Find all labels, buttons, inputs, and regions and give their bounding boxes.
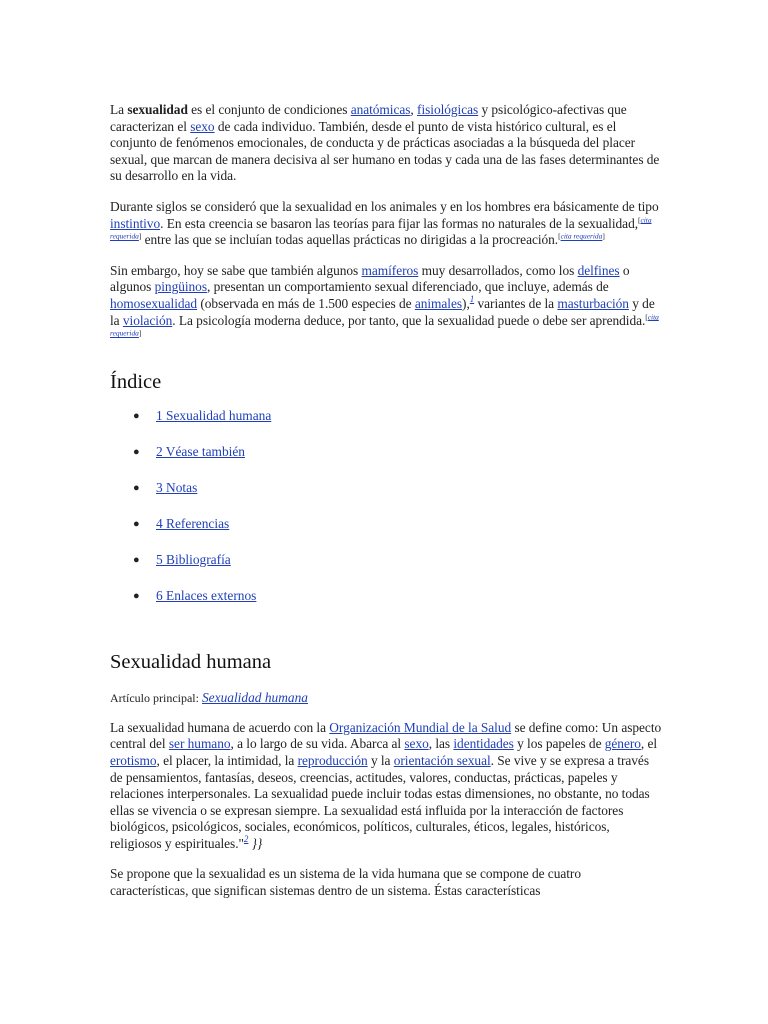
- intro-paragraph-3: [110, 263, 662, 346]
- text: ),: [462, 295, 470, 311]
- text: entre las que se incluían todas aquellas prácticas no dirigidas a la procreación.: [141, 232, 559, 248]
- link-erotismo[interactable]: erotismo: [110, 752, 157, 768]
- main-article-note: [110, 690, 662, 706]
- link-ser-humano[interactable]: ser humano: [168, 736, 231, 752]
- toc-link[interactable]: 6 Enlaces externos: [156, 587, 257, 603]
- section-paragraph-2: Se propone que la sexualidad es un sistema de la vida humana que se compone de cuatro características, que significan sistemas dentro de un sistema. Éstas características: [110, 866, 581, 899]
- text: , a lo largo de su vida. Abarca al: [230, 736, 405, 752]
- text: o algunos: [110, 262, 630, 295]
- section-title: Sexualidad humana: [110, 650, 272, 673]
- intro-paragraph-2: [110, 199, 662, 249]
- text: se define como: Un aspecto central del: [110, 719, 662, 752]
- bullet-icon: ●: [133, 445, 140, 458]
- text: , el placer, la intimidad, la: [156, 752, 298, 768]
- link-instintivo[interactable]: instintivo: [110, 215, 161, 231]
- term-bold: sexualidad: [127, 102, 188, 117]
- main-article-label: Artículo principal:: [110, 690, 202, 705]
- bullet-icon: ●: [133, 409, 140, 422]
- link-pinguinos[interactable]: pingüinos: [154, 279, 207, 295]
- toc-link[interactable]: 1 Sexualidad humana: [156, 407, 272, 423]
- link-masturbacion[interactable]: masturbación: [557, 295, 629, 311]
- text: . En esta creencia se basaron las teorías para fijar las formas no naturales de la sexualidad,: [160, 215, 639, 231]
- link-orientacion-sexual[interactable]: orientación sexual: [393, 752, 491, 768]
- bullet-icon: ●: [133, 481, 140, 494]
- toc-link[interactable]: 5 Bibliografía: [156, 551, 231, 567]
- citation-needed-link[interactable]: cita requerida: [110, 312, 659, 338]
- text: . Se vive y se expresa a través de pensamientos, fantasías, deseos, creencias, actitudes, valores, conductas, prácticas, papeles y relaciones interpersonales. La sexualidad puede incluir todas estas dimensiones, no obstante, no todas ellas se vivencia o se expresan siempre. La sexualidad está influida por la interacción de factores biológicos, psicológicos, sociales, económicos, políticos, culturales, éticos, legales, históricos, religiosos y espirituales.": [110, 752, 650, 851]
- footnote-link[interactable]: 1: [469, 294, 475, 305]
- text: (observada en más de 1.500 especies de: [197, 295, 415, 311]
- intro-paragraph-1: [110, 102, 662, 185]
- toc-link[interactable]: 2 Véase también: [156, 443, 245, 459]
- main-article-link[interactable]: Sexualidad humana: [201, 689, 308, 705]
- text: , el: [640, 736, 658, 752]
- link-identidades[interactable]: identidades: [453, 736, 514, 752]
- text: es el conjunto de condiciones: [187, 102, 351, 117]
- link-homosexualidad[interactable]: homosexualidad: [110, 295, 198, 311]
- link-sexo[interactable]: sexo: [190, 118, 215, 134]
- link-sexo[interactable]: sexo: [404, 736, 429, 752]
- text: y psicológico-afectivas que caracterizan el: [110, 102, 627, 134]
- link-fisiologicas[interactable]: fisiológicas: [417, 102, 479, 117]
- link-reproduccion[interactable]: reproducción: [297, 752, 368, 768]
- citation-needed-link[interactable]: cita requerida: [110, 215, 652, 241]
- text: La: [110, 102, 128, 117]
- toc-item: [110, 408, 662, 444]
- text: , las: [428, 736, 454, 752]
- toc-item: [110, 588, 662, 624]
- toc-link[interactable]: 3 Notas: [156, 479, 198, 495]
- link-genero[interactable]: género: [604, 736, 641, 752]
- text: muy desarrollados, como los: [418, 262, 578, 278]
- bullet-icon: ●: [133, 589, 140, 602]
- text: y de la: [110, 295, 655, 328]
- text: y los papeles de: [513, 736, 605, 752]
- link-mamiferos[interactable]: mamíferos: [361, 262, 419, 278]
- citation-needed: [cita requerida]: [558, 231, 605, 241]
- link-anatomicas[interactable]: anatómicas: [350, 102, 411, 117]
- section-paragraph-1: [110, 720, 662, 853]
- text: . La psicología moderna deduce, por tanto, que la sexualidad puede o debe ser aprendida.: [172, 312, 646, 328]
- text: ,: [410, 102, 418, 117]
- link-animales[interactable]: animales: [414, 295, 463, 311]
- bullet-icon: ●: [133, 553, 140, 566]
- text: Sin embargo, hoy se sabe que también algunos: [110, 262, 362, 278]
- link-violacion[interactable]: violación: [122, 312, 173, 328]
- toc-item: [110, 444, 662, 480]
- article-body: [110, 102, 662, 914]
- table-of-contents: [110, 408, 662, 624]
- citation-needed: [cita requerida]: [110, 312, 659, 338]
- toc-item: [110, 552, 662, 588]
- toc-title: Índice: [110, 370, 162, 393]
- citation-needed: [cita requerida]: [110, 215, 652, 241]
- text: La sexualidad humana de acuerdo con la: [110, 719, 330, 735]
- toc-item: [110, 480, 662, 516]
- link-delfines[interactable]: delfines: [577, 262, 620, 278]
- text: , presentan un comportamiento sexual diferenciado, que incluye, además de: [206, 279, 609, 295]
- toc-item: [110, 516, 662, 552]
- toc-link[interactable]: 4 Referencias: [156, 515, 230, 531]
- text: }}: [248, 835, 263, 851]
- text: y la: [367, 752, 394, 768]
- link-oms[interactable]: Organización Mundial de la Salud: [329, 719, 512, 735]
- text: variantes de la: [474, 295, 558, 311]
- footnote-link[interactable]: 2: [243, 834, 249, 845]
- text: Durante siglos se consideró que la sexualidad en los animales y en los hombres era básicamente de tipo: [110, 198, 659, 214]
- citation-needed-link[interactable]: cita requerida: [560, 231, 603, 241]
- text: de cada individuo. También, desde el punto de vista histórico cultural, es el conjunto de fenómenos emocionales, de conducta y de prácticas asociadas a la búsqueda del placer sexual, que marcan de manera decisiva al ser humano en todas y cada una de las fases determinantes de su desarrollo en la vida.: [110, 118, 660, 184]
- bullet-icon: ●: [133, 517, 140, 530]
